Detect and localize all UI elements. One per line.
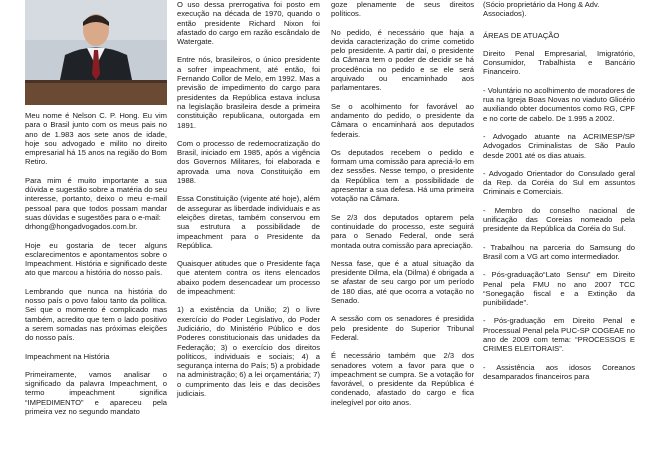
area-item: - Membro do conselho nacional de unificação das Coreias nomeado pela presidente da República da Coréia do Sul. [483,205,635,234]
col3-paragraph-7: A sessão com os senadores é presidida pelo presidente do Superior Tribunal Federal. [331,314,474,342]
portrait-illustration [25,0,167,105]
areas-heading: ÁREAS DE ATUAÇÃO [483,30,560,40]
column-1 [25,0,167,425]
invite-paragraph: Para mim é muito importante a sua dúvida e sugestão sobre a matéria do seu interesse, portanto, deixo o meu e-mail pessoal para que todos possam mandar suas dúvidas e sugestões para o e-mail: [25,175,167,222]
col3-paragraph-3: Se o acolhimento for favorável ao andamento do pedido, o presidente da Câmara o encaminhará aos deputados federais. [331,101,474,139]
today-paragraph: Hoje eu gostaria de tecer alguns esclarecimentos e apontamentos sobre o Impeachment. História e significado deste ato que marcou a história do nosso país. [25,240,167,278]
column-3 [331,0,474,416]
area-item: - Advogado Orientador do Consulado geral da Rep. da Coréia do Sul em assuntos Criminais e Comerciais. [483,168,635,197]
intro-paragraph: Meu nome é Nelson C. P. Hong. Eu vim para o Brasil junto com os meus pais no ano de 1.983 aos sete anos de idade, hoje sou advogado e milito no direito empresarial há 15 anos na região do Bom Retiro. [25,111,167,167]
col2-paragraph-2: Entre nós, brasileiros, o único presidente a sofrer impeachment, até então, foi Fernando Collor de Melo, em 1992. Mas a previsão de impedimento do cargo para presidentes da República estava inclusa na legislação brasileira desde a primeira constituição republicana, outorgada em 1891. [177,55,320,130]
area-item: - Voluntário no acolhimento de moradores de rua na Igreja Boas Novas no viaduto Glicério auxiliando obter documentos como RG, CPF e no corte de cabelo. De 1.995 a 2002. [483,85,635,123]
area-item: - Pós-graduação em Direito Penal e Processual Penal pela PUC-SP COGEAE no ano de 2009 com tema: “PROCESSOS E CRIMES ELEITORAIS”. [483,316,635,354]
email-link[interactable]: drhong@hongadvogados.com.br. [25,222,138,232]
author-affiliation: (Sócio proprietário da Hong & Adv. Associados). [483,0,600,19]
remember-paragraph: Lembrando que nunca na história do nosso país o povo falou tanto da política. Sei que o momento é complicado mas também, acredito que tem o lado positivo a serem somadas nas próximas eleições do nosso país. [25,286,167,343]
col2-paragraph-1: O uso dessa prerrogativa foi posto em execução na década de 1970, quando o então presidente Richard Nixon foi afastado do cargo em razão escândalo de Watergate. [177,0,320,47]
col3-paragraph-6: Nessa fase, que é a atual situação da presidente Dilma, ela (Dilma) é obrigada a se afastar de seu cargo por um período de 180 dias, até que ocorra a votação no Senado. [331,258,474,306]
col3-paragraph-4: Os deputados recebem o pedido e formam uma comissão para apreciá-lo em dez sessões. Nesse tempo, o presidente da República tem a possibilidade de apresentar a sua defesa. Há uma primeira votação na Câmara. [331,147,474,204]
history-heading: Impeachment na História [25,351,110,361]
column-4 [483,0,635,390]
area-item: - Advogado atuante na ACRIMESP/SP Advogados Criminalistas de São Paulo desde 2001 até os dias atuais. [483,131,635,160]
col2-paragraph-3: Com o processo de redemocratização do Brasil, iniciado em 1985, após a vigência dos Governos Militares, foi elaborada e aprovada uma nova Constituição em 1988. [177,138,320,186]
column-2 [177,0,320,407]
area-item: - Pós-graduação“Lato Sensu” em Direito Penal pela FMU no ano 2007 TCC “Sonegação fiscal e a Extinção da punibilidade”. [483,270,635,308]
col3-paragraph-1: goze plenamente de seus direitos políticos. [331,0,474,19]
col3-paragraph-2: No pedido, é necessário que haja a devida caracterização do crime cometido pelo presidente. A partir daí, o presidente da Câmara tem o poder de decidir se há procedência no pedido e se ele será arquivado ou encaminhado aos parlamentares. [331,27,474,93]
author-photo [25,0,167,105]
area-item: - Assistência aos idosos Coreanos desamparados financeiros para [483,362,635,381]
history-paragraph: Primeiramente, vamos analisar o significado da palavra Impeachment, o termo impeachment significa “IMPEDIMENTO” e apareceu pela primeira vez no segundo mandato [25,369,167,417]
col2-paragraph-5: Quaisquer atitudes que o Presidente faça que atentem contra os itens elencados abaixo podem desencadear um processo de impeachment: [177,259,320,297]
col2-paragraph-4: Essa Constituição (vigente até hoje), além de assegurar as liberdade individuais e as eleições diretas, também conservou em sua estrutura a possibilidade de impeachment para o Presidente da República. [177,194,320,250]
area-item: - Trabalhou na parceria do Samsung do Brasil com a VG art como intermediador. [483,242,635,261]
area-item: Direito Penal Empresarial, Imigratório, Consumidor, Trabalhista e Bancário Financeiro. [483,48,635,77]
col2-paragraph-6: 1) a existência da União; 2) o livre exercício do Poder Legislativo, do Poder Judiciário, do Ministério Público e dos Poderes constitucionais das unidades da Federação; 3) o exercício dos direitos políticos, individuais e sociais; 4) a segurança interna do País; 5) a probidade na administração; 6) a lei orçamentária; 7) o cumprimento das leis e das decisões judiciais. [177,305,320,398]
col3-paragraph-5: Se 2/3 dos deputados optarem pela continuidade do processo, este seguirá para o Senado Federal, onde será montada outra comissão para apreciação. [331,212,474,250]
col3-paragraph-8: É necessário também que 2/3 dos senadores votem a favor para que o impeachment se cumpra. Se a votação for favorável, o presidente da República é condenado, afastado do cargo e fica inelegível por oito anos. [331,351,474,407]
